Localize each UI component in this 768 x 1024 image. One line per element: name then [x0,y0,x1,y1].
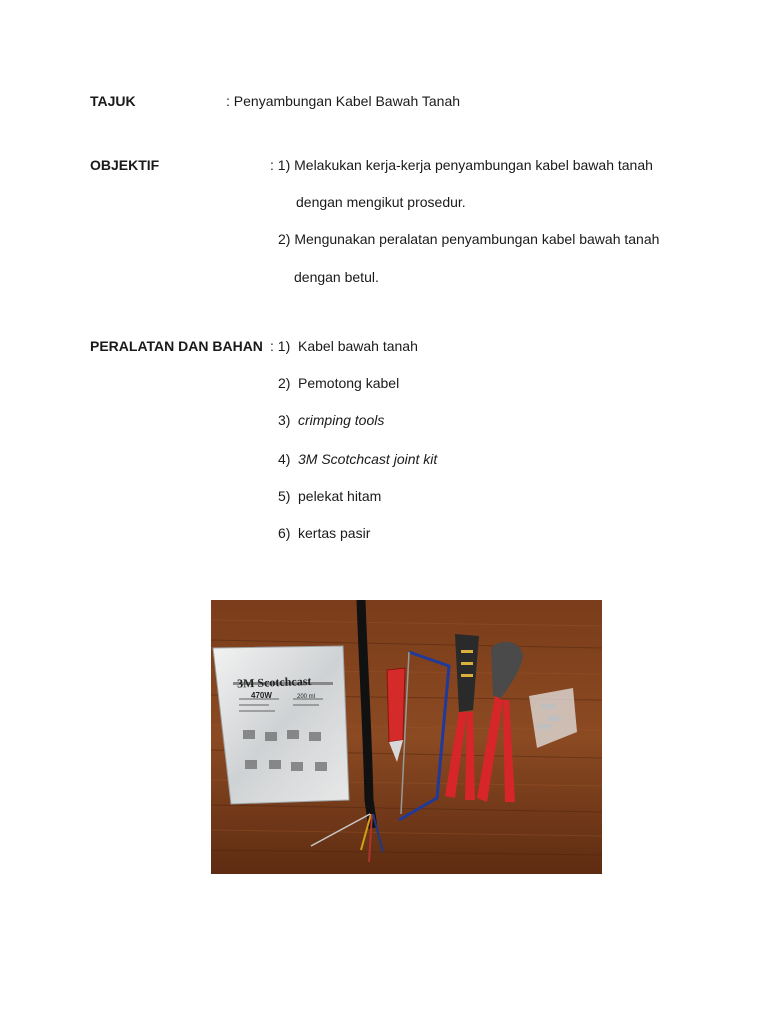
objektif-line-4: dengan betul. [294,269,379,285]
tajuk-value: : Penyambungan Kabel Bawah Tanah [226,93,461,109]
objektif-line-3: 2) Mengunakan peralatan penyambungan kabel bawah tanah [278,231,660,247]
peralatan-num-3: 3) [278,412,291,428]
peralatan-item-1: Kabel bawah tanah [298,338,418,354]
packet-brand: 3M Scotchcast [236,673,312,691]
peralatan-num-2: 2) [278,375,291,391]
scotchcast-packet-graphic [213,646,349,804]
peralatan-num-4: 4) [278,451,291,467]
knife-graphic [387,668,405,742]
objektif-line-2: dengan mengikut prosedur. [296,194,466,210]
peralatan-num-1: : 1) [270,338,291,354]
peralatan-item-3: crimping tools [298,412,385,428]
peralatan-item-4: 3M Scotchcast joint kit [298,451,438,467]
peralatan-num-6: 6) [278,525,291,541]
tools-photo [211,600,602,874]
packet-volume: 200 ml [297,694,316,700]
objektif-line-1: : 1) Melakukan kerja-kerja penyambungan kabel bawah tanah [270,157,653,173]
peralatan-item-5: pelekat hitam [298,488,382,504]
peralatan-item-2: Pemotong kabel [298,375,400,391]
packet-model: 470W [251,691,272,700]
objektif-label: OBJEKTIF [90,157,160,173]
peralatan-label: PERALATAN DAN BAHAN [90,338,263,354]
tajuk-label: TAJUK [90,93,136,109]
peralatan-item-6: kertas pasir [298,525,371,541]
peralatan-num-5: 5) [278,488,291,504]
